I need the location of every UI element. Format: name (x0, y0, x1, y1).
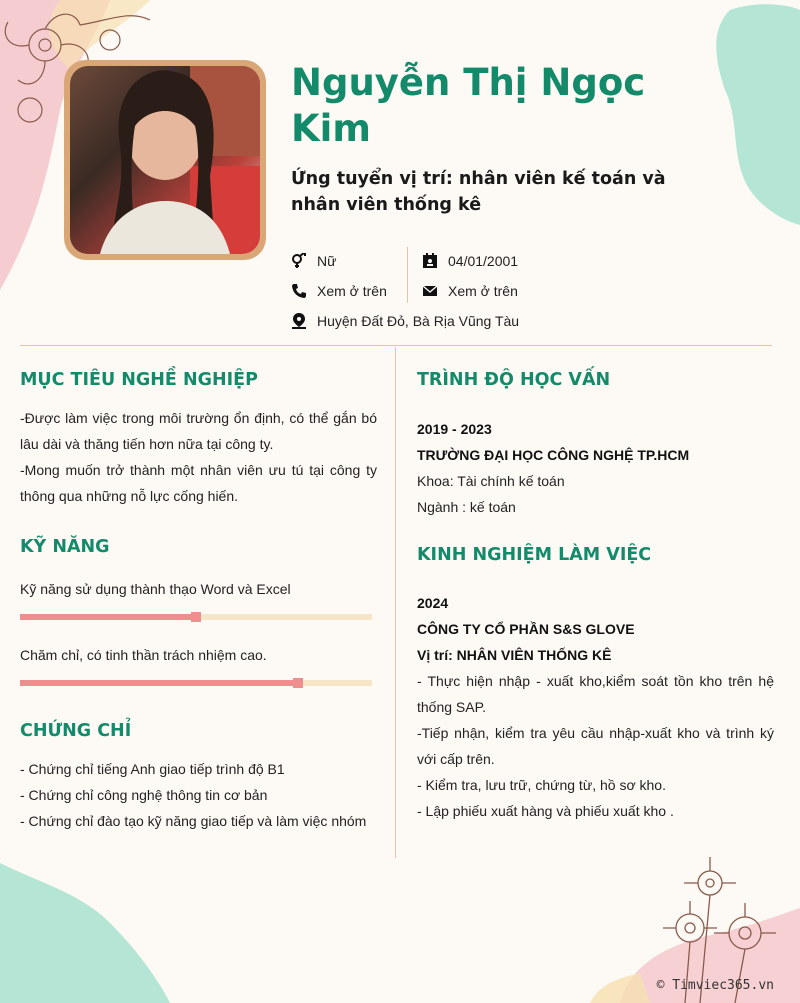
objective-line: -Được làm việc trong môi trường ổn định, có thể gắn bó lâu dài và thăng tiến hơn nữa tại công ty. (20, 410, 377, 452)
objective-body (20, 405, 377, 509)
experience-duty: - Lập phiếu xuất hàng và phiếu xuất kho . (417, 803, 674, 819)
gender-info (291, 253, 336, 269)
skills-title: KỸ NĂNG (20, 537, 110, 557)
skill-label: Chăm chỉ, có tinh thần trách nhiệm cao. (20, 647, 267, 663)
avatar (70, 66, 260, 254)
experience-role: Vị trí: NHÂN VIÊN THỐNG KÊ (417, 647, 612, 663)
decor-bottom-left-splash (0, 853, 170, 1003)
skill-bar-knob (191, 612, 201, 622)
skill-bar (20, 614, 372, 620)
email-text: Xem ở trên (448, 283, 518, 299)
education-school: TRƯỜNG ĐẠI HỌC CÔNG NGHỆ TP.HCM (417, 447, 690, 463)
birthdate-info (422, 253, 518, 269)
experience-duty: - Thực hiện nhập - xuất kho,kiểm soát tồn kho trên hệ thống SAP. (417, 673, 774, 715)
skill-bar (20, 680, 372, 686)
email-info (422, 283, 518, 299)
candidate-name: Nguyễn Thị Ngọc Kim (291, 61, 646, 150)
experience-year: 2024 (417, 595, 449, 611)
education-faculty: Khoa: Tài chính kế toán (417, 473, 565, 489)
experience-duty: - Kiểm tra, lưu trữ, chứng từ, hồ sơ kho. (417, 777, 666, 793)
phone-icon (291, 283, 307, 299)
calendar-icon (422, 253, 438, 269)
certificate-item: - Chứng chỉ tiếng Anh giao tiếp trình độ B1 (20, 761, 285, 777)
horizontal-divider (20, 345, 772, 346)
birthdate-text: 04/01/2001 (448, 253, 519, 269)
watermark: © Timviec365.vn (656, 978, 774, 993)
certificates-list (20, 756, 390, 834)
skill-label: Kỹ năng sử dụng thành thạo Word và Excel (20, 581, 291, 597)
certificates-title: CHỨNG CHỈ (20, 721, 132, 741)
education-title: TRÌNH ĐỘ HỌC VẤN (417, 370, 611, 390)
skill-bar-knob (293, 678, 303, 688)
address-text: Huyện Đất Đỏ, Bà Rịa Vũng Tàu (317, 313, 520, 329)
decor-top-right-splash (710, 0, 800, 230)
applied-position: Ứng tuyển vị trí: nhân viên kế toán và nhân viên thống kê (291, 169, 666, 215)
education-body (417, 416, 774, 520)
certificate-item: - Chứng chỉ đào tạo kỹ năng giao tiếp và làm việc nhóm (20, 813, 367, 829)
location-pin-icon (291, 313, 307, 329)
phone-text: Xem ở trên (317, 283, 387, 299)
gender-text: Nữ (317, 253, 337, 269)
skill-bar-fill (20, 614, 196, 620)
education-period: 2019 - 2023 (417, 421, 492, 437)
experience-body (417, 590, 774, 824)
address-info (291, 313, 519, 329)
skill-bar-fill (20, 680, 298, 686)
experience-duty: -Tiếp nhận, kiểm tra yêu cầu nhập-xuất kho và trình ký với cấp trên. (417, 725, 774, 767)
column-divider (395, 347, 396, 858)
gender-icon (291, 253, 307, 269)
certificate-item: - Chứng chỉ công nghệ thông tin cơ bản (20, 787, 268, 803)
objective-line: -Mong muốn trở thành một nhân viên ưu tú tại công ty thông qua những nỗ lực cống hiến. (20, 462, 377, 504)
phone-info (291, 283, 387, 299)
objective-title: MỤC TIÊU NGHỀ NGHIỆP (20, 370, 258, 390)
avatar-frame (64, 60, 266, 260)
envelope-icon (422, 283, 438, 299)
experience-title: KINH NGHIỆM LÀM VIỆC (417, 545, 652, 565)
education-major: Ngành : kế toán (417, 499, 516, 515)
header-divider (407, 247, 408, 303)
experience-company: CÔNG TY CỔ PHẦN S&S GLOVE (417, 621, 635, 637)
